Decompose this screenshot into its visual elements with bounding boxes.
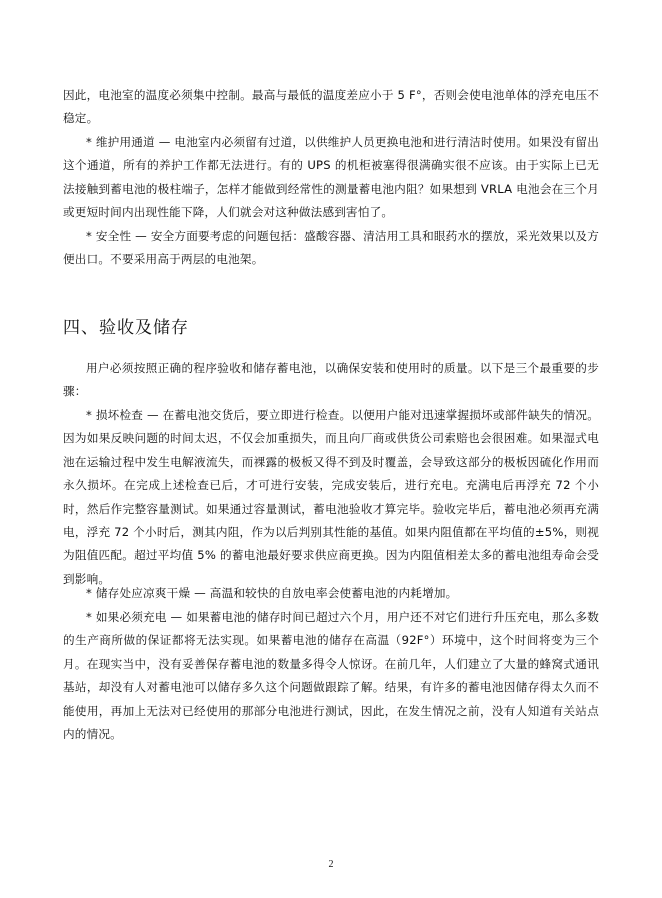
section-heading: 四、验收及储存 — [63, 318, 189, 338]
paragraph-charging: * 如果必须充电 — 如果蓄电池的储存时间已超过六个月，用户还不对它们进行升压充电，那么多数的生产商所做的保证都将无法实现。如果蓄电池的储存在高温（92F°）环境中，这个时间将变为三个月。在现实当中，没有妥善保存蓄电池的数量多得令人惊讶。在前几年，人们建立了大量的蜂窝式通讯基站，却没有人对蓄电池可以储存多久这个问题做跟踪了解。结果，有许多的蓄电池因储存得太久而不能使用，再加上无法对已经使用的那部分电池进行测试，因此，在发生情况之前，没有人知道有关站点内的情况。 — [63, 610, 599, 742]
paragraph-acceptance-intro: 用户必须按照正确的程序验收和储存蓄电池，以确保安装和使用时的质量。以下是三个最重要的步骤： — [63, 361, 599, 399]
page-number: 2 — [328, 859, 334, 870]
paragraph-storage-conditions: * 储存处应凉爽干燥 — 高温和较快的自放电率会使蓄电池的内耗增加。 — [86, 586, 458, 600]
paragraph-safety: * 安全性 — 安全方面要考虑的问题包括：盛酸容器、清洁用工具和眼药水的摆放，采光效果以及方便出口。不要采用高于两层的电池架。 — [63, 229, 599, 267]
paragraph-maintenance-aisle: * 维护用通道 — 电池室内必须留有过道，以供维护人员更换电池和进行清洁时使用。如果没有留出这个通道，所有的养护工作都无法进行。有的 UPS 的机柜被塞得很满确实很不应该。由于实际上已无法接触到蓄电池的极柱端子，怎样才能做到经常性的测量蓄电池内阻？如果想到 VRLA 电池会在三个月或更短时间内出现性能下降，人们就会对这种做法感到害怕了。 — [63, 135, 599, 220]
paragraph-temperature: 因此，电池室的温度必须集中控制。最高与最低的温度差应小于 5 F°，否则会使电池单体的浮充电压不稳定。 — [63, 88, 599, 126]
paragraph-damage-inspection: * 损坏检查 — 在蓄电池交货后，要立即进行检查。以便用户能对迅速掌握损坏或部件缺失的情况。因为如果反映问题的时间太迟，不仅会加重损失，而且向厂商或供货公司索赔也会很困难。如果湿式电池在运输过程中发生电解液流失，而裸露的极板又得不到及时覆盖，会导致这部分的极板因硫化作用而永久损坏。在完成上述检查已后，才可进行安装，完成安装后，进行充电。充满电后再浮充 72 个小时，然后作完整容量测试。如果通过容量测试，蓄电池验收才算完毕。验收完毕后，蓄电池必须再充满电，浮充 72 个小时后，测其内阻，作为以后判别其性能的基值。如果内阻值都在平均值的±5%，则视为阻值匹配。超过平均值 5% 的蓄电池最好要求供应商更换。因为内阻值相差太多的蓄电池组寿命会受到影响。 — [63, 408, 599, 586]
